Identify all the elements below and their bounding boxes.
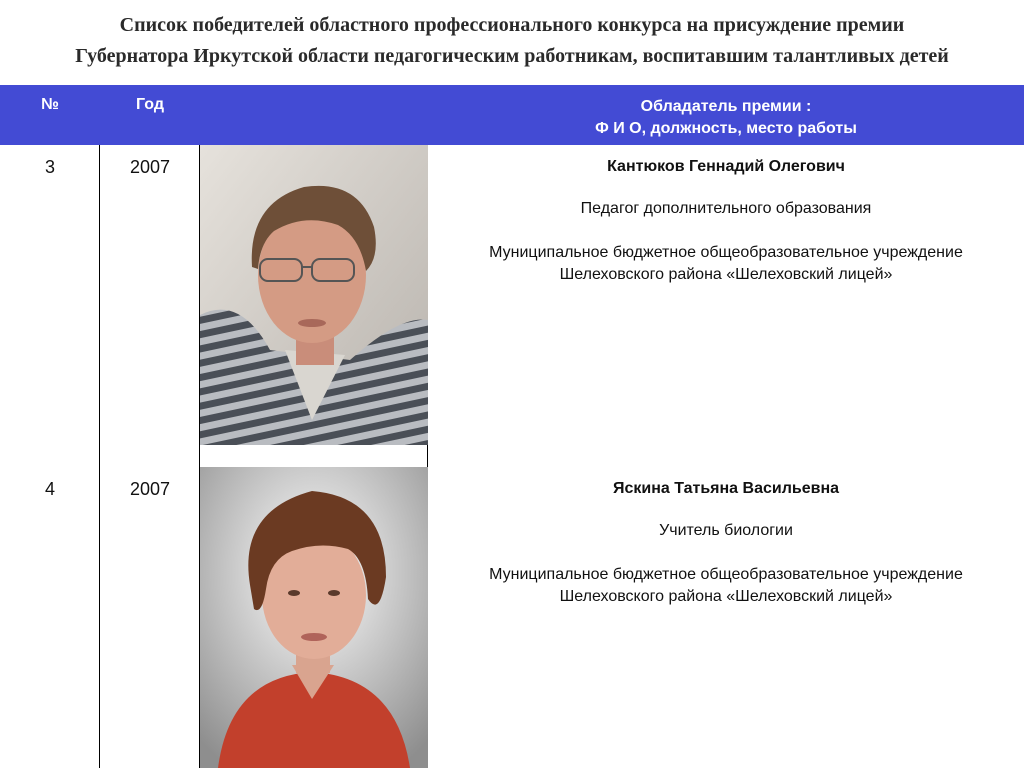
header-info-line-2: Ф И О, должность, место работы (595, 120, 857, 137)
organization-line-2: Шелеховского района «Шелеховский лицей» (559, 266, 893, 283)
header-info-line-1: Обладатель премии : (640, 98, 812, 115)
winner-name: Яскина Татьяна Васильевна (612, 480, 840, 497)
organization-line-1: Муниципальное бюджетное общеобразовательное учреждение (489, 566, 963, 583)
row-number: 4 (44, 479, 55, 499)
winner-organization (440, 242, 1012, 286)
portrait-woman-image (200, 467, 428, 768)
header-number: № (41, 96, 59, 113)
winner-name: Кантюков Геннадий Олегович (607, 158, 845, 175)
header-year: Год (136, 96, 164, 113)
row-number: 3 (44, 157, 55, 177)
row-year: 2007 (129, 479, 171, 499)
winner-position: Учитель биологии (659, 522, 793, 539)
winner-organization (440, 564, 1012, 608)
winner-photo (200, 145, 428, 445)
table-header (0, 85, 1024, 145)
organization-line-2: Шелеховского района «Шелеховский лицей» (559, 588, 893, 605)
header-winner-info (428, 96, 1024, 140)
page-title (0, 10, 1024, 72)
organization-line-1: Муниципальное бюджетное общеобразовательное учреждение (489, 244, 963, 261)
winner-photo (200, 467, 428, 768)
winner-info (440, 145, 1012, 286)
table-row (0, 467, 1024, 768)
winner-position: Педагог дополнительного образования (580, 200, 872, 217)
row-year: 2007 (129, 157, 171, 177)
winner-info (440, 467, 1012, 608)
portrait-man-image (200, 145, 428, 445)
table-row (0, 145, 1024, 467)
title-line-2: Губернатора Иркутской области педагогическим работникам, воспитавшим талантливых детей (75, 45, 949, 67)
title-line-1: Список победителей областного профессионального конкурса на присуждение премии (119, 14, 905, 36)
